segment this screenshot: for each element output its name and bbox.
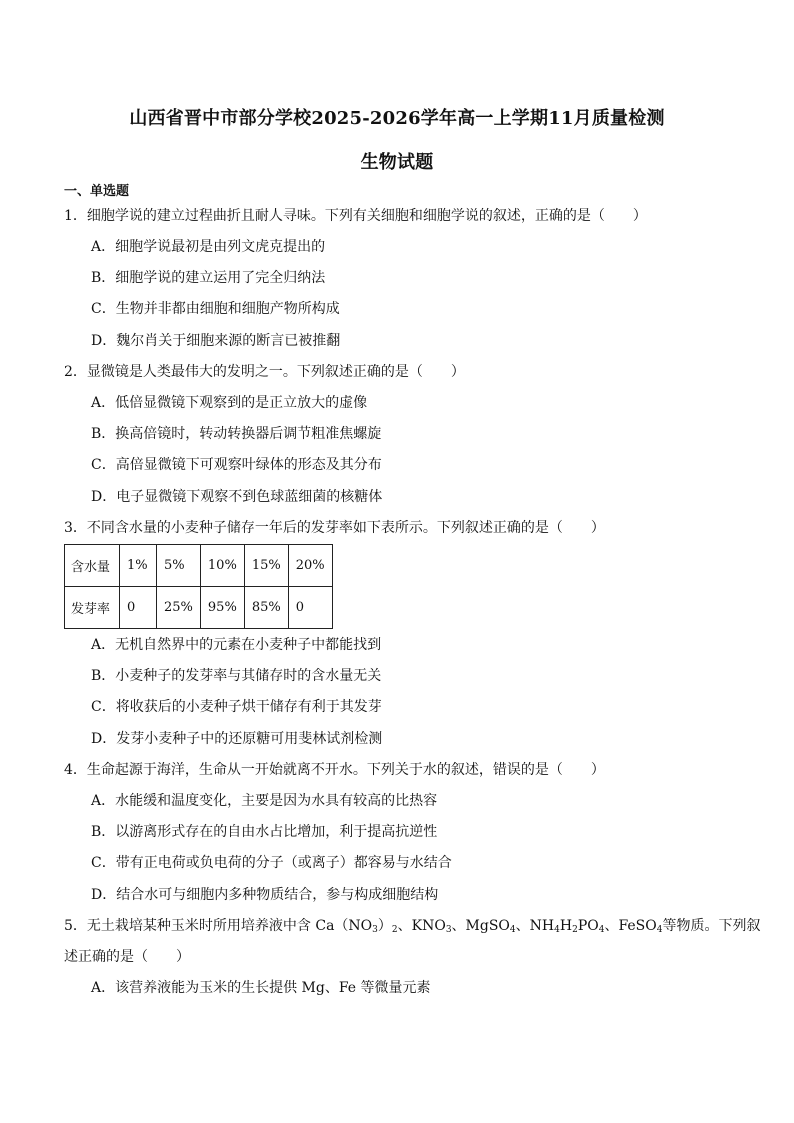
subscript: 4 [598, 925, 605, 935]
table-cell: 85% [244, 587, 288, 629]
question-2-stem: 2．显微镜是人类最伟大的发明之一。下列叙述正确的是（ ） [64, 364, 465, 380]
table-cell: 15% [244, 545, 288, 587]
subscript: 2 [391, 925, 398, 935]
table-cell: 95% [200, 587, 244, 629]
question-5-option-a: A．该营养液能为玉米的生长提供 Mg、Fe 等微量元素 [91, 980, 431, 996]
stem-text: PO [577, 918, 599, 934]
stem-text: 等物质。下列叙 [662, 918, 761, 934]
question-4-option-c: C．带有正电荷或负电荷的分子（或离子）都容易与水结合 [91, 855, 452, 871]
subscript: 2 [572, 925, 578, 935]
table-cell: 25% [157, 587, 201, 629]
subscript: 4 [509, 925, 516, 935]
table-cell: 含水量 [65, 545, 120, 587]
exam-title: 山西省晋中市部分学校2025-2026学年高一上学期11月质量检测 [129, 108, 665, 129]
question-2-option-c: C．高倍显微镜下可观察叶绿体的形态及其分布 [91, 457, 382, 473]
table-row [65, 587, 333, 629]
question-3-option-c: C．将收获后的小麦种子烘干储存有利于其发芽 [91, 699, 382, 715]
question-1-option-b: B．细胞学说的建立运用了完全归纳法 [91, 270, 326, 286]
exam-subject: 生物试题 [360, 152, 434, 173]
table-cell: 1% [120, 545, 157, 587]
stem-text: 、MgSO [451, 918, 510, 934]
question-5-stem-continued: 述正确的是（ ） [64, 949, 190, 965]
question-4-option-b: B．以游离形式存在的自由水占比增加，利于提高抗逆性 [91, 824, 438, 840]
question-1-stem: 1．细胞学说的建立过程曲折且耐人寻味。下列有关细胞和细胞学说的叙述，正确的是（ ） [64, 208, 647, 224]
question-3-option-d: D．发芽小麦种子中的还原糖可用斐林试剂检测 [91, 731, 383, 747]
table-cell: 5% [157, 545, 201, 587]
question-3-stem: 3．不同含水量的小麦种子储存一年后的发芽率如下表所示。下列叙述正确的是（ ） [64, 520, 605, 536]
question-1-option-a: A．细胞学说最初是由列文虎克提出的 [91, 239, 326, 255]
question-3-option-b: B．小麦种子的发芽率与其储存时的含水量无关 [91, 668, 382, 684]
question-2-option-a: A．低倍显微镜下观察到的是正立放大的虚像 [91, 395, 368, 411]
stem-text: H [559, 918, 573, 934]
question-2-option-b: B．换高倍镜时，转动转换器后调节粗准焦螺旋 [91, 426, 382, 442]
subscript: 3 [372, 925, 378, 935]
table-cell: 20% [288, 545, 332, 587]
germination-table [64, 544, 333, 629]
table-cell: 0 [288, 587, 332, 629]
stem-text: ） [377, 918, 392, 934]
stem-text: 、KNO [397, 918, 446, 934]
table-cell: 发芽率 [65, 587, 120, 629]
subscript: 4 [656, 925, 663, 935]
subscript: 3 [445, 925, 452, 935]
stem-text: 5．无土栽培某种玉米时所用培养液中含 Ca（NO [64, 918, 373, 934]
question-4-option-a: A．水能缓和温度变化，主要是因为水具有较高的比热容 [91, 793, 438, 809]
question-3-option-a: A．无机自然界中的元素在小麦种子中都能找到 [91, 637, 382, 653]
table-row [65, 545, 333, 587]
question-4-option-d: D．结合水可与细胞内多种物质结合，参与构成细胞结构 [91, 887, 439, 903]
stem-text: 、NH [515, 918, 555, 934]
subscript: 4 [554, 925, 560, 935]
question-5-stem [64, 917, 761, 939]
table-cell: 10% [200, 545, 244, 587]
question-2-option-d: D．电子显微镜下观察不到色球蓝细菌的核糖体 [91, 489, 383, 505]
question-1-option-c: C．生物并非都由细胞和细胞产物所构成 [91, 301, 340, 317]
stem-text: 、FeSO [604, 918, 657, 934]
question-4-stem: 4．生命起源于海洋，生命从一开始就离不开水。下列关于水的叙述，错误的是（ ） [64, 762, 605, 778]
section-heading: 一、单选题 [64, 184, 130, 199]
question-1-option-d: D．魏尔肖关于细胞来源的断言已被推翻 [91, 333, 341, 349]
table-cell: 0 [120, 587, 157, 629]
